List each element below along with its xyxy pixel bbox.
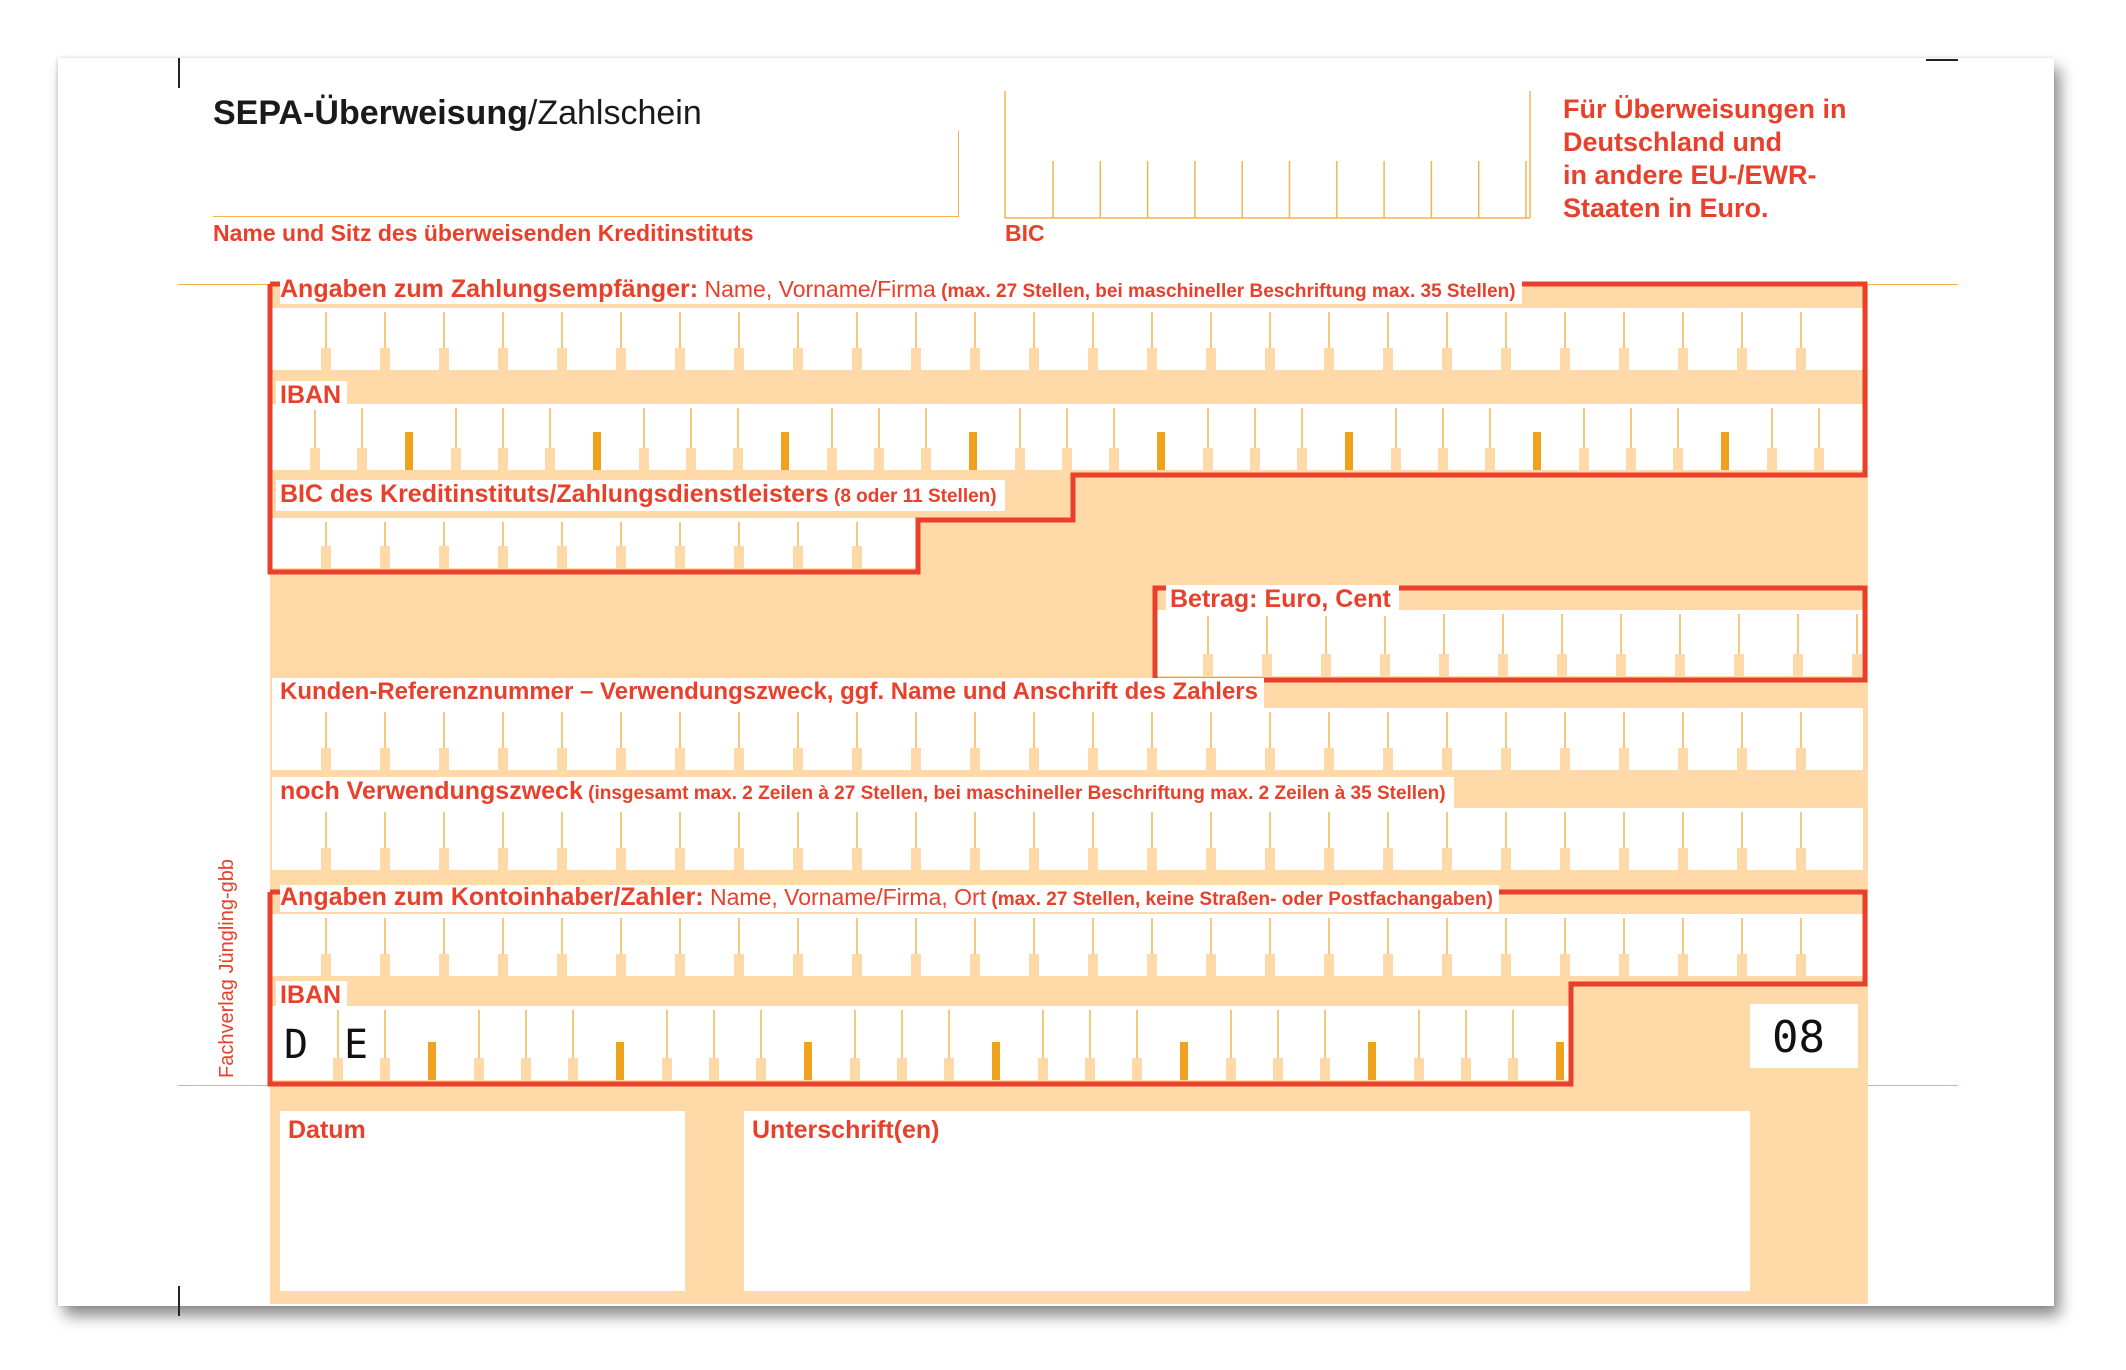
cell-divider-foot: [498, 348, 508, 370]
cell-divider-foot: [1029, 954, 1039, 976]
cell-divider-foot: [1619, 954, 1629, 976]
cell-divider-foot: [734, 954, 744, 976]
cell-divider-foot: [793, 348, 803, 370]
cell-divider-group: [1157, 432, 1165, 470]
cell-divider-foot: [1088, 748, 1098, 770]
cell-divider-group: [1368, 1042, 1376, 1080]
reference-label-2-text: noch Verwendungszweck: [280, 777, 583, 805]
cell-divider-foot: [1147, 348, 1157, 370]
cell-divider-foot: [1814, 448, 1824, 470]
form-title-bold: SEPA-Überweisung: [213, 94, 528, 132]
cell-divider-foot: [1560, 848, 1570, 870]
cell-divider-foot: [911, 748, 921, 770]
cell-divider-foot: [321, 546, 331, 568]
cell-divider-foot: [1015, 448, 1025, 470]
cell-divider-foot: [675, 348, 685, 370]
cell-divider-foot: [1265, 348, 1275, 370]
cell-divider-foot: [1062, 448, 1072, 470]
cell-divider-foot: [1029, 348, 1039, 370]
bank-name-label: Name und Sitz des überweisenden Kreditinstituts: [213, 220, 754, 246]
cell-divider-foot: [734, 546, 744, 568]
cell-divider-foot: [793, 546, 803, 568]
cell-divider-foot: [439, 546, 449, 568]
cell-divider-foot: [756, 1058, 766, 1080]
cell-divider-group: [1180, 1042, 1188, 1080]
cell-divider-foot: [1796, 848, 1806, 870]
cell-divider-foot: [1265, 954, 1275, 976]
publisher-imprint: Fachverlag Jüngling-gbb: [216, 858, 238, 1078]
cell-divider-foot: [357, 448, 367, 470]
form-code: 08: [1772, 1012, 1825, 1063]
cell-divider-foot: [662, 1058, 672, 1080]
cell-divider-foot: [1391, 448, 1401, 470]
cell-divider-foot: [1560, 348, 1570, 370]
cell-divider-foot: [310, 448, 320, 470]
payer-iban-field[interactable]: [272, 1006, 1569, 1080]
cell-divider-foot: [852, 546, 862, 568]
cell-divider-foot: [1501, 848, 1511, 870]
cell-divider-foot: [1678, 348, 1688, 370]
cell-divider-group: [992, 1042, 1000, 1080]
cell-divider-foot: [1206, 748, 1216, 770]
cell-divider-foot: [321, 748, 331, 770]
cell-divider-group: [593, 432, 601, 470]
cell-divider-group: [616, 1042, 624, 1080]
payee-bic-field-band: [272, 518, 916, 568]
cell-divider-foot: [545, 448, 555, 470]
cell-divider-foot: [1737, 748, 1747, 770]
cell-divider-foot: [498, 448, 508, 470]
cell-divider-foot: [1088, 348, 1098, 370]
cell-divider-foot: [1796, 954, 1806, 976]
cell-divider-foot: [1206, 348, 1216, 370]
form-title-rest: /Zahlschein: [527, 94, 702, 132]
cell-divider-foot: [1273, 1058, 1283, 1080]
cell-divider-foot: [1508, 1058, 1518, 1080]
cell-divider-foot: [1132, 1058, 1142, 1080]
cell-divider-foot: [1383, 848, 1393, 870]
cell-divider-foot: [498, 748, 508, 770]
payee-heading: [280, 277, 1522, 304]
reference-label-2-note: (insgesamt max. 2 Zeilen à 27 Stellen, bei maschineller Beschriftung max. 2 Zeilen à 35 Stellen): [582, 783, 1446, 804]
cell-divider-foot: [911, 848, 921, 870]
cell-divider-foot: [1324, 748, 1334, 770]
cell-divider-foot: [1678, 848, 1688, 870]
cell-divider-foot: [1461, 1058, 1471, 1080]
cell-divider-foot: [1324, 954, 1334, 976]
cell-divider-foot: [1767, 448, 1777, 470]
payee-bic-field[interactable]: [272, 518, 916, 568]
cell-divider-foot: [1265, 748, 1275, 770]
reference-label: Kunden-Referenznummer – Verwendungszweck, ggf. Name und Anschrift des Zahlers: [272, 678, 1264, 708]
cell-divider-foot: [1088, 954, 1098, 976]
cell-divider-foot: [734, 848, 744, 870]
cell-divider-group: [1556, 1042, 1564, 1080]
cell-divider-group: [428, 1042, 436, 1080]
cell-divider-foot: [333, 1058, 343, 1080]
cell-divider-foot: [675, 546, 685, 568]
cell-divider-foot: [557, 546, 567, 568]
cell-divider-foot: [1560, 748, 1570, 770]
payer-iban-country-e: E: [344, 1022, 369, 1068]
payee-bic-label: [276, 480, 1005, 511]
cell-divider-foot: [675, 848, 685, 870]
payee-bic-label-text: BIC des Kreditinstituts/Zahlungsdienstleisters: [280, 480, 829, 508]
payee-iban-label: IBAN: [276, 381, 347, 410]
cell-divider-foot: [1203, 448, 1213, 470]
cell-divider-foot: [321, 348, 331, 370]
cell-divider-foot: [1796, 348, 1806, 370]
cell-divider-foot: [380, 954, 390, 976]
cell-divider-foot: [1560, 954, 1570, 976]
cell-divider-foot: [1442, 954, 1452, 976]
cell-divider-foot: [1109, 448, 1119, 470]
cell-divider-foot: [1485, 448, 1495, 470]
cell-divider-foot: [1320, 1058, 1330, 1080]
region-note-line: Staaten in Euro.: [1563, 193, 1769, 223]
region-note-line: Deutschland und: [1563, 127, 1783, 157]
cell-divider-foot: [852, 748, 862, 770]
cell-divider-foot: [1383, 954, 1393, 976]
cell-divider-group: [781, 432, 789, 470]
cell-divider-foot: [1675, 654, 1685, 676]
cell-divider-foot: [498, 954, 508, 976]
cell-divider-foot: [970, 348, 980, 370]
cell-divider-foot: [1029, 748, 1039, 770]
payee-heading-suffix: Name, Vorname/Firma: [698, 276, 936, 302]
cell-divider-foot: [1414, 1058, 1424, 1080]
cell-divider-foot: [733, 448, 743, 470]
amount-label: Betrag: Euro, Cent: [1166, 585, 1399, 616]
cell-divider-foot: [1678, 748, 1688, 770]
cell-divider-foot: [439, 748, 449, 770]
cell-divider-foot: [911, 954, 921, 976]
cell-divider-foot: [709, 1058, 719, 1080]
payee-heading-note: (max. 27 Stellen, bei maschineller Beschriftung max. 35 Stellen): [935, 281, 1516, 302]
cell-divider-foot: [921, 448, 931, 470]
payee-bic-note: (8 oder 11 Stellen): [828, 486, 997, 507]
cell-divider-foot: [521, 1058, 531, 1080]
cell-divider-foot: [1147, 748, 1157, 770]
cell-divider-foot: [1619, 848, 1629, 870]
cell-divider-foot: [1383, 748, 1393, 770]
cell-divider-foot: [944, 1058, 954, 1080]
cell-divider-foot: [616, 748, 626, 770]
cell-divider-foot: [686, 448, 696, 470]
cell-divider-foot: [439, 848, 449, 870]
payer-iban-label: IBAN: [276, 981, 347, 1010]
cell-divider-foot: [557, 748, 567, 770]
cell-divider-foot: [1557, 654, 1567, 676]
cell-divider-foot: [321, 848, 331, 870]
cell-divider-foot: [451, 448, 461, 470]
cell-divider-foot: [897, 1058, 907, 1080]
cell-divider-foot: [1498, 654, 1508, 676]
cell-divider-foot: [439, 954, 449, 976]
cell-divider-foot: [1038, 1058, 1048, 1080]
cell-divider-foot: [911, 348, 921, 370]
cell-divider-foot: [852, 348, 862, 370]
cell-divider-foot: [970, 748, 980, 770]
cell-divider-foot: [616, 848, 626, 870]
cell-divider-foot: [852, 848, 862, 870]
cell-divider-group: [969, 432, 977, 470]
cell-divider-foot: [1088, 848, 1098, 870]
payer-name-field[interactable]: [272, 914, 1863, 976]
cell-divider-foot: [1085, 1058, 1095, 1080]
cell-divider-foot: [439, 348, 449, 370]
cell-divider-foot: [1297, 448, 1307, 470]
cell-divider-foot: [1852, 654, 1862, 676]
cell-divider-foot: [970, 954, 980, 976]
cell-divider-foot: [1324, 848, 1334, 870]
cell-divider-foot: [380, 1058, 390, 1080]
cell-divider-foot: [1619, 348, 1629, 370]
cell-divider-foot: [675, 748, 685, 770]
cell-divider-foot: [1619, 748, 1629, 770]
cell-divider-foot: [1737, 848, 1747, 870]
transfer-form-card: [58, 58, 2054, 1306]
cell-divider-foot: [616, 954, 626, 976]
cell-divider-foot: [568, 1058, 578, 1080]
cell-divider-foot: [1206, 848, 1216, 870]
cell-divider-foot: [793, 748, 803, 770]
cell-divider-foot: [874, 448, 884, 470]
cell-divider-foot: [734, 348, 744, 370]
payer-heading-text: Angaben zum Kontoinhaber/Zahler:: [280, 883, 704, 911]
cell-divider-foot: [380, 848, 390, 870]
cell-divider-foot: [1438, 448, 1448, 470]
cell-divider-foot: [498, 848, 508, 870]
cell-divider-foot: [1324, 348, 1334, 370]
cell-divider-foot: [675, 954, 685, 976]
payer-heading-note: (max. 27 Stellen, keine Straßen- oder Postfachangaben): [986, 889, 1493, 910]
cell-divider-foot: [1626, 448, 1636, 470]
cell-divider-foot: [380, 348, 390, 370]
payee-name-field[interactable]: [272, 308, 1863, 370]
cell-divider-foot: [321, 954, 331, 976]
cell-divider-foot: [380, 546, 390, 568]
cell-divider-group: [804, 1042, 812, 1080]
cell-divider-foot: [793, 848, 803, 870]
amount-field[interactable]: [1157, 610, 1863, 676]
cell-divider-foot: [1250, 448, 1260, 470]
cell-divider-foot: [1579, 448, 1589, 470]
cell-divider-foot: [557, 348, 567, 370]
signature-label: Unterschrift(en): [752, 1116, 940, 1144]
cell-divider-foot: [1442, 748, 1452, 770]
cell-divider-foot: [1380, 654, 1390, 676]
cell-divider-foot: [1678, 954, 1688, 976]
cell-divider-foot: [639, 448, 649, 470]
cell-divider-foot: [1226, 1058, 1236, 1080]
cell-divider-foot: [1383, 348, 1393, 370]
cell-divider-foot: [616, 546, 626, 568]
cell-divider-foot: [852, 954, 862, 976]
cell-divider-foot: [557, 848, 567, 870]
cell-divider-foot: [1501, 348, 1511, 370]
payer-heading-suffix: Name, Vorname/Firma, Ort: [703, 884, 987, 910]
cell-divider-foot: [1147, 848, 1157, 870]
cell-divider-foot: [1793, 654, 1803, 676]
cell-divider-foot: [1501, 954, 1511, 976]
cell-divider-foot: [1203, 654, 1213, 676]
payer-heading: [280, 885, 1499, 912]
payer-iban-country-d: D: [284, 1022, 309, 1068]
cell-divider-group: [1721, 432, 1729, 470]
cell-divider-foot: [380, 748, 390, 770]
cell-divider-group: [1345, 432, 1353, 470]
region-note-line: in andere EU-/EWR-: [1563, 160, 1817, 190]
cell-divider-foot: [616, 348, 626, 370]
cell-divider-foot: [1439, 654, 1449, 676]
reference-line-2[interactable]: [272, 808, 1863, 870]
cell-divider-foot: [1673, 448, 1683, 470]
cell-divider-foot: [1734, 654, 1744, 676]
cell-divider-foot: [1616, 654, 1626, 676]
cell-divider-foot: [1147, 954, 1157, 976]
region-note-line: Für Überweisungen in: [1563, 94, 1847, 124]
cell-divider-foot: [850, 1058, 860, 1080]
cell-divider-group: [1533, 432, 1541, 470]
payee-heading-text: Angaben zum Zahlungsempfänger:: [280, 275, 699, 303]
cell-divider-foot: [1442, 848, 1452, 870]
cell-divider-foot: [793, 954, 803, 976]
date-label: Datum: [288, 1116, 366, 1144]
cell-divider-foot: [827, 448, 837, 470]
cell-divider-foot: [1501, 748, 1511, 770]
cell-divider-foot: [498, 546, 508, 568]
cell-divider-foot: [1265, 848, 1275, 870]
cell-divider-foot: [970, 848, 980, 870]
cell-divider-foot: [1796, 748, 1806, 770]
cell-divider-foot: [1737, 954, 1747, 976]
cell-divider-foot: [1321, 654, 1331, 676]
cell-divider-foot: [1442, 348, 1452, 370]
cell-divider-foot: [1262, 654, 1272, 676]
cell-divider-foot: [1737, 348, 1747, 370]
cell-divider-foot: [1206, 954, 1216, 976]
cell-divider-foot: [734, 748, 744, 770]
cell-divider-group: [405, 432, 413, 470]
cell-divider-foot: [474, 1058, 484, 1080]
header-bic-label: BIC: [1005, 220, 1045, 246]
reference-line-1[interactable]: [272, 708, 1863, 770]
payee-iban-field[interactable]: [272, 404, 1863, 470]
cell-divider-foot: [557, 954, 567, 976]
cell-divider-foot: [1029, 848, 1039, 870]
reference-label-2: [272, 777, 1454, 808]
